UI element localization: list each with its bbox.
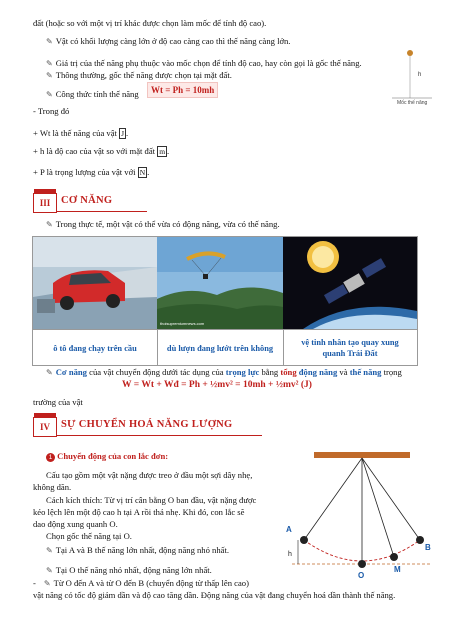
text-line: Tại A và B thế năng lớn nhất, động năng nhỏ nhất. [55,545,229,555]
trong-do-label: - Trong đó [33,106,70,116]
satellite-image [283,237,417,329]
text-line: dao động xung quanh O. [33,519,118,529]
symbol: + Wt [33,128,51,138]
section-title: CƠ NĂNG [61,195,113,206]
text-line: Từ O đến A và từ O đến B (chuyển động từ thấp lên cao) [53,578,249,588]
text-line: + P là trọng lượng của vật với [33,167,136,177]
bullet-item [46,58,362,68]
text-line: Cấu tạo gồm một vật nặng được treo ở đầu một sợi dây nhẹ, [46,470,253,480]
text-line: Thông thường, gốc thế năng được chọn tại mặt đất. [55,70,232,80]
pendulum-figure [282,452,432,582]
bullet-item: - ✎ Từ O đến A và từ O đến B (chuyển động từ thấp lên cao) [33,578,249,588]
bob-a [300,536,308,544]
satellite-illustration [283,237,417,329]
definition-h: + h là độ cao của vật so với mặt đất m . [33,146,170,156]
unit: N [139,168,146,177]
pencil-icon: ✎ [46,90,53,99]
car-on-bridge-illustration [33,237,157,329]
caption-paraglider: dù lượn đang lướt trên không [157,329,284,366]
pencil-icon: ✎ [46,220,53,229]
unit: J [121,129,125,138]
pencil-icon: ✎ [46,546,53,555]
text-line: Công thức tính thế năng [55,89,139,99]
reference-level-label: Mốc thế năng [397,100,428,106]
text-line: vật năng có tốc độ giảm dần và độ cao tăng dần. Động năng của vật đang chuyển hoá dần thành thế năng. [33,590,396,600]
text-line: Giá trị của thế năng phụ thuộc vào mốc chọn để tính độ cao, hay còn gọi là gốc thế năng. [55,58,362,68]
label-h: h [288,551,292,558]
text-line: Chọn gốc thế năng tại O. [46,531,132,541]
text-line: không dãn. [33,482,72,492]
car-image [33,237,158,329]
text-line: trường của vật [33,397,83,407]
term: Cơ năng [55,367,87,377]
label-b: B [425,543,431,552]
pencil-icon: ✎ [46,71,53,80]
text-line: Tại O thế năng nhỏ nhất, động năng lớn nhất. [55,565,212,575]
paraglider-illustration [157,237,283,329]
bullet-item [46,89,139,99]
bullet-item [46,219,280,229]
section-iv-header [33,417,423,435]
pencil-icon: ✎ [46,37,53,46]
section-iii-header [33,193,423,211]
mechanical-energy-formula: W = Wt + Wđ = Ph + ½mv² = 10mh + ½mv² (J) [118,378,316,392]
text-line: là thế năng của vật [52,128,117,138]
pencil-icon: ✎ [46,59,53,68]
term: tổng [280,367,297,377]
term: thế năng [349,367,382,377]
label-o: O [358,571,365,580]
pencil-icon: ✎ [46,566,53,575]
label-a: A [286,525,292,534]
string-b [362,458,420,540]
text-line: là độ cao của vật so với mặt đất [46,146,156,156]
mechanical-energy-definition [46,367,402,377]
text-span: bằng [261,367,279,377]
bob-b [416,536,424,544]
section-underline [57,211,147,212]
definition-p: + P là trọng lượng của vật với N . [33,167,150,177]
caption-satellite: vệ tinh nhân tạo quay xung quanh Trái Đất [283,329,417,365]
potential-energy-formula: Wt = Ph = 10mh [147,82,218,98]
number-badge: 1 [46,453,55,462]
section-underline [57,435,262,436]
text-line: đất (hoặc so với một vị trí khác được chọn làm mốc để tính độ cao). [33,18,267,28]
section-badge: IV [33,417,57,437]
string-a [304,458,362,540]
caption-car: ô tô đang chạy trên cầu [33,329,158,366]
text-line: kéo lệch lên một độ cao h tại A rồi thả nhẹ. Khi đó, con lắc sẽ [33,507,245,517]
image-credit: thoisupremiumnews.com [160,321,205,326]
bob-m [390,553,398,561]
text-span: và [339,367,348,377]
pencil-icon: ✎ [43,579,51,588]
ceiling-support [314,452,410,458]
bullet-item [46,565,212,575]
height-figure [380,48,442,106]
text-span: của vật chuyển động dưới tác dụng của [89,367,224,377]
section-badge: III [33,193,57,213]
paraglider-image [157,237,284,329]
symbol: + h [33,146,45,156]
definition-w: + Wt là thế năng của vật J . [33,128,129,138]
text-line: Trong thực tế, một vật có thể vừa có động năng, vừa có thế năng. [55,219,280,229]
text-span: trọng [383,367,402,377]
term: động năng [298,367,338,377]
term: trọng lực [225,367,260,377]
section-title: SỰ CHUYỂN HOÁ NĂNG LƯỢNG [61,419,233,430]
bullet-item [46,36,290,46]
bullet-item [46,70,232,80]
text-line: Cách kích thích: Từ vị trí cân bằng O ban đầu, vật nặng được [46,495,257,505]
pencil-icon: ✎ [46,368,53,377]
unit: m [159,147,166,156]
ball-object [407,50,413,56]
bob-o [358,560,366,568]
label-m: M [394,565,401,574]
string-m [362,458,394,557]
image-table [32,236,418,366]
subheading [46,451,168,462]
subheading-title: Chuyển động của con lắc đơn: [57,451,169,461]
bullet-item [46,545,229,555]
h-label: h [418,72,422,78]
text-line: Vật có khối lượng càng lớn ở độ cao càng cao thì thế năng càng lớn. [55,36,291,46]
